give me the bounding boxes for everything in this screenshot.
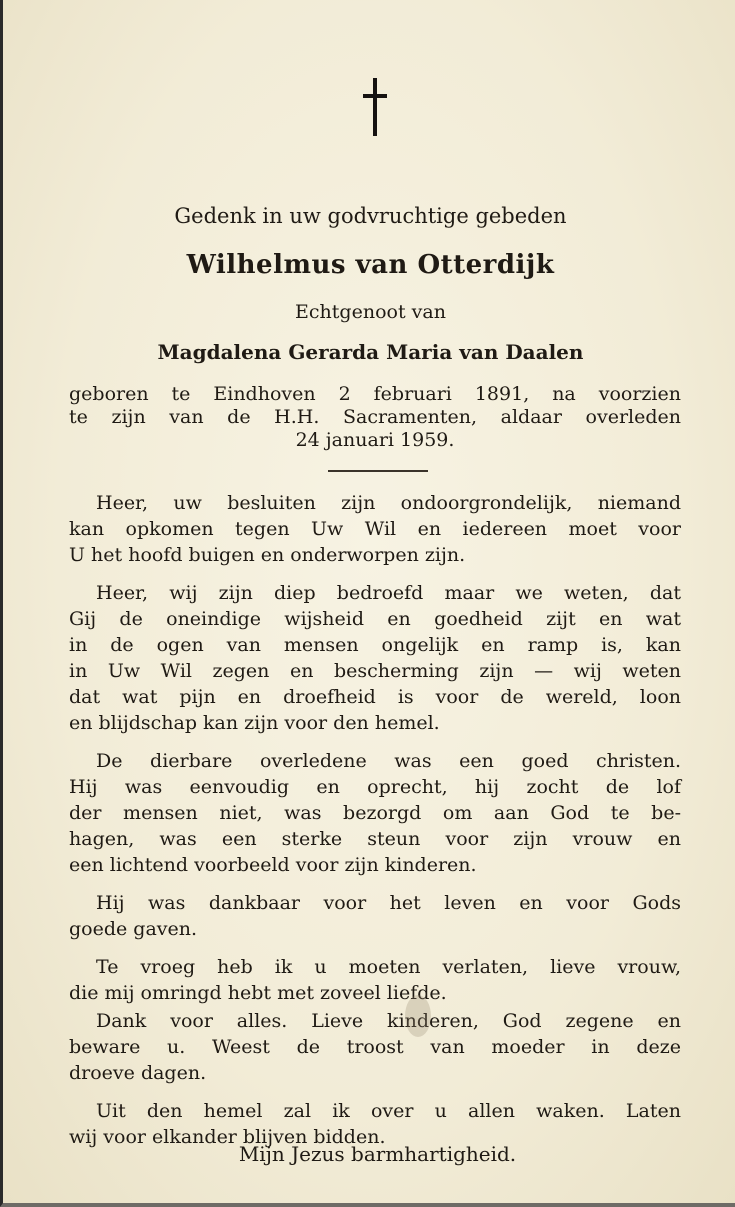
text-line: U het hoofd buigen en onderworpen zijn. — [69, 544, 466, 566]
spouse-name: Magdalena Gerarda Maria van Daalen — [157, 340, 584, 364]
text-line: in de ogen van mensen ongelijk en ramp is, kan — [69, 634, 681, 656]
text-line: in Uw Wil zegen en bescherming zijn — wij weten — [69, 660, 681, 682]
bio-line: 24 januari 1959. — [295, 429, 455, 451]
paragraph — [69, 954, 681, 1006]
text-line: dat wat pijn en droefheid is voor de wereld, loon — [69, 686, 681, 708]
text-line: en blijdschap kan zijn voor den hemel. — [69, 712, 440, 734]
text-line: der mensen niet, was bezorgd om aan God te be- — [69, 802, 681, 824]
text-line: wij voor elkander blijven bidden. — [69, 1126, 386, 1148]
text-line: goede gaven. — [69, 918, 198, 940]
text-line: hagen, was een sterke steun voor zijn vrouw en — [69, 828, 681, 850]
bio-line: geboren te Eindhoven 2 februari 1891, na voorzien — [69, 383, 681, 405]
text-line: Te vroeg heb ik u moeten verlaten, lieve vrouw, — [96, 956, 681, 978]
intro-line: Gedenk in uw godvruchtige gebeden — [174, 204, 567, 228]
paragraph — [69, 748, 681, 878]
text-line: een lichtend voorbeeld voor zijn kinderen. — [69, 854, 477, 876]
prayer-text — [69, 490, 681, 1162]
text-line: De dierbare overledene was een goed christen. — [96, 750, 681, 772]
biography — [69, 383, 681, 452]
paragraph — [69, 490, 681, 568]
text-line: Heer, wij zijn diep bedroefd maar we weten, dat — [96, 582, 681, 604]
text-line: Dank voor alles. Lieve kinderen, God zegene en — [96, 1010, 681, 1032]
closing-line: Mijn Jezus barmhartigheid. — [238, 1142, 517, 1166]
paper-stain — [405, 995, 431, 1037]
text-line: Heer, uw besluiten zijn ondoorgrondelijk, niemand — [96, 492, 681, 514]
cross-icon — [363, 78, 387, 136]
text-line: die mij omringd hebt met zoveel liefde. — [69, 982, 447, 1004]
paragraph — [69, 580, 681, 736]
paragraph — [69, 1008, 681, 1086]
text-line: kan opkomen tegen Uw Wil en iedereen moet voor — [69, 518, 681, 540]
spouse-intro: Echtgenoot van — [295, 301, 446, 323]
text-line: Uit den hemel zal ik over u allen waken. Laten — [96, 1100, 681, 1122]
divider — [328, 470, 428, 472]
bio-line: te zijn van de H.H. Sacramenten, aldaar overleden — [69, 406, 681, 428]
paragraph — [69, 890, 681, 942]
deceased-name: Wilhelmus van Otterdijk — [186, 250, 555, 280]
text-line: Hij was dankbaar voor het leven en voor Gods — [96, 892, 681, 914]
text-line: Hij was eenvoudig en oprecht, hij zocht de lof — [69, 776, 681, 798]
text-line: droeve dagen. — [69, 1062, 207, 1084]
text-line: beware u. Weest de troost van moeder in deze — [69, 1036, 681, 1058]
text-line: Gij de oneindige wijsheid en goedheid zijt en wat — [69, 608, 681, 630]
